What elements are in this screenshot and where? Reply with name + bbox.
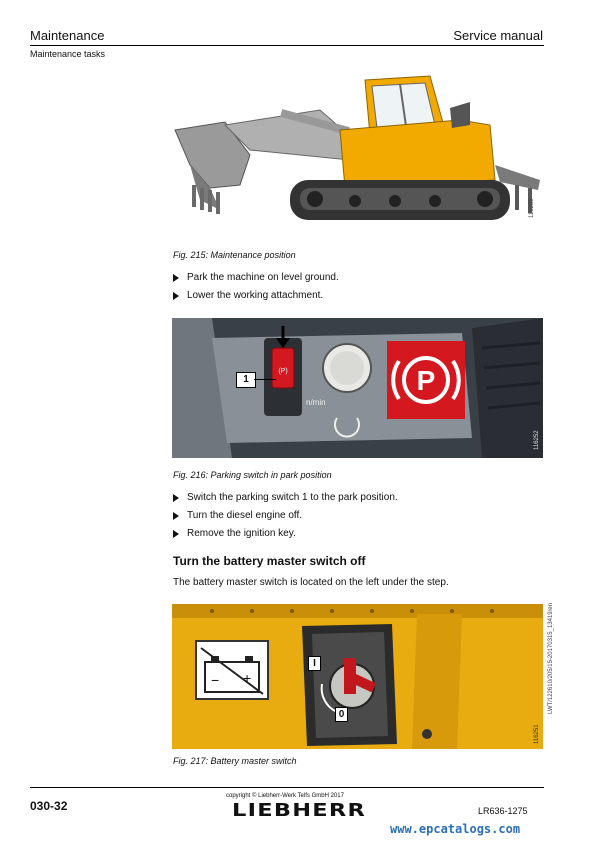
bullet-arrow-icon [173, 274, 179, 282]
figure-215-caption: Fig. 215: Maintenance position [173, 250, 296, 260]
figure-217-caption: Fig. 217: Battery master switch [173, 756, 297, 766]
callout-leader [254, 379, 276, 380]
crawler-loader-illustration [170, 70, 545, 242]
battery-symbol-panel [195, 640, 269, 700]
battery-switch-photo [172, 604, 543, 749]
step-text: Lower the working attachment. [187, 290, 324, 301]
document-side-code: LWT/122610/205/15-20170315_13419/en [548, 603, 554, 714]
parking-switch-photo [172, 318, 543, 458]
figure-217-image-id: 116251 [534, 724, 540, 744]
step-engine-off [173, 510, 302, 521]
figure-216-image-id: 116252 [534, 430, 540, 450]
parking-switch-scene [172, 318, 543, 458]
battery-plus-label: + [243, 670, 252, 686]
header-manual: Service manual [453, 28, 543, 43]
website-watermark[interactable]: www.epcatalogs.com [390, 822, 521, 836]
step-text: Turn the diesel engine off. [187, 510, 303, 521]
parking-brake-icon [387, 341, 465, 419]
bullet-arrow-icon [173, 512, 179, 520]
svg-text:P: P [416, 365, 436, 396]
battery-minus-label: − [211, 672, 220, 688]
figure-215-image-id: 116289 [529, 198, 535, 218]
step-text: Switch the parking switch 1 to the park position. [187, 492, 398, 503]
bullet-arrow-icon [173, 494, 179, 502]
knob-unit-label: n/min [306, 398, 326, 407]
svg-text:(P): (P) [278, 368, 288, 375]
copyright-notice: copyright © Liebherr-Werk Telfs GmbH 2017 [226, 793, 344, 799]
footer-rule [30, 787, 544, 788]
figure-216-caption: Fig. 216: Parking switch in park position [173, 470, 332, 480]
step-text: Park the machine on level ground. [187, 272, 339, 283]
step-lower-attachment [173, 290, 323, 301]
step-remove-key [173, 528, 296, 539]
parking-brake-symbol [387, 341, 465, 419]
section-paragraph: The battery master switch is located on the left under the step. [173, 577, 449, 588]
bullet-arrow-icon [173, 292, 179, 300]
bullet-arrow-icon [173, 530, 179, 538]
step-text: Remove the ignition key. [187, 528, 296, 539]
step-park-level-ground [173, 272, 339, 283]
document-code: LR636-1275 [478, 806, 528, 816]
header-rule [30, 45, 544, 46]
step-switch-park [173, 492, 398, 503]
section-title: Turn the battery master switch off [173, 554, 366, 568]
page-number: 030-32 [30, 799, 68, 813]
header-subsection: Maintenance tasks [30, 49, 106, 59]
switch-off-label: 0 [335, 707, 348, 722]
header-section: Maintenance [30, 28, 105, 43]
callout-1: 1 [236, 372, 256, 388]
battery-off-icon [197, 642, 267, 698]
liebherr-logo: LIEBHERR [232, 800, 367, 821]
switch-on-label: I [308, 656, 321, 671]
